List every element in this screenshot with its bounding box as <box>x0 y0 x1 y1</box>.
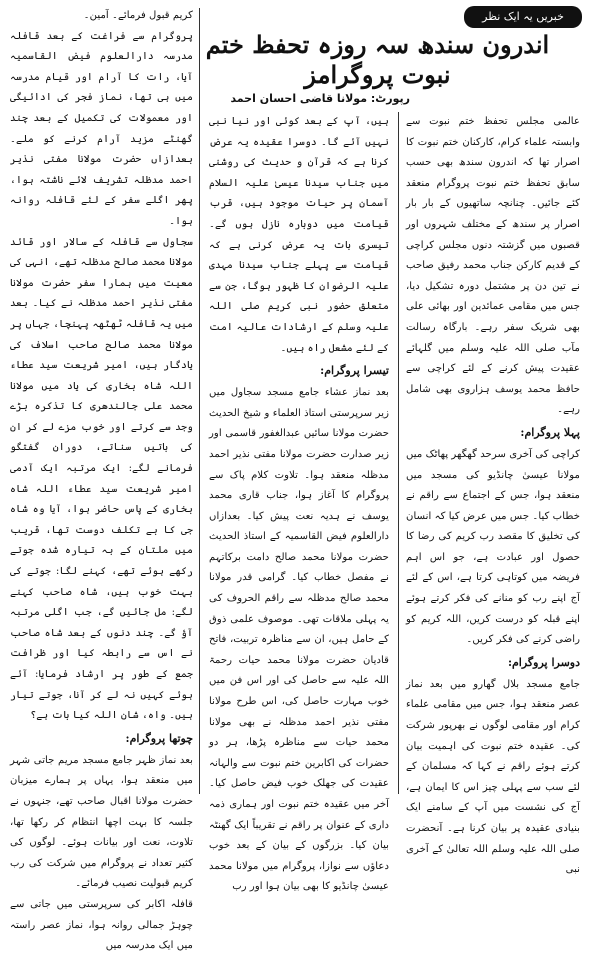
paragraph: بعد نماز ظہر جامع مسجد مریم جاتی شہر میں منعقد ہوا، یہاں پر ہمارے میزبان حضرت مولانا اقبال صاحب تھے، جنہوں نے جلسہ کا بہت اچھا انتظام کر رکھا تھا، تلاوت، نعت اور بیانات ہوئے۔ لوگوں کی کثیر تعداد نے پروگرام میں شرکت کی رب کریم قبولیت نصیب فرمائے۔ <box>10 754 193 890</box>
section-tag: خبریں یہ ایک نظر <box>464 6 582 28</box>
column-divider <box>199 8 200 794</box>
paragraph: عالمی مجلس تحفظ ختم نبوت سے وابستہ علماء کرام، کارکنان ختم نبوت کا اصرار تھا کہ اندرون سندھ بھی حسب سابق تحفظ ختم نبوت پروگرام منعقد کئے جائیں۔ چنانچہ ساتھیوں کے بار بار اصرار پر سندھ کے مختلف شہروں اور قصبوں میں گزشتہ دنوں مجلس کراچی کے قدیم کارکن جناب محمد رفیق صاحب نے تین دن پر مشتمل دورہ تشکیل دیا، جس میں مقامی عمائدین اور بھائی علی بھی شریک سفر رہے۔ بارگاہ رسالت مآب صلی اللہ علیہ وسلم میں گلہائے عقیدت پیش کرنے کے لئے کراچی سے حافظ محمد یوسف ہزاروی بھی شامل رہے۔ <box>406 116 580 416</box>
paragraph: کریم قبول فرمائے۔ آمین۔ <box>83 10 193 21</box>
article-column-right <box>406 112 580 876</box>
section-heading: چوتھا پروگرام: <box>125 731 193 745</box>
section-heading: دوسرا پروگرام: <box>507 655 580 669</box>
article-byline: رپورٹ: مولانا قاضی احسان احمد <box>230 92 410 105</box>
paragraph: قافلہ اکابر کی سرپرستی میں جاتی سے چوہڑ جمالی روانہ ہوا، نماز عصر راستہ میں ایک مدرسہ میں <box>10 898 193 952</box>
paragraph: جامع مسجد بلال گھارو میں بعد نماز عصر منعقد ہوا، جس میں مقامی علماء کرام اور مقامی لوگوں نے بھرپور شرکت کی۔ عقیدہ ختم نبوت کی اہمیت بیان کرتے ہوئے راقم نے کہا کہ مسلمان کے لئے سب سے پہلی چیز اس کا ایمان ہے، آج کی نشست میں آپ کے سامنے ایک بنیادی عقیدہ پر بیان کرنا ہے۔ آنحضرت صلی اللہ علیہ وسلم اللہ تعالیٰ کے آخری نبی <box>406 678 580 876</box>
section-heading: تیسرا پروگرام: <box>320 364 389 378</box>
paragraph: کراچی کی آخری سرحد گھگھر پھاٹک میں مولانا عیسیٰ چانڈیو کی مسجد میں منعقد ہوا، جس کے اجتماع سے راقم نے خطاب کیا۔ جس میں عرض کیا کہ انسان کی تخلیق کا مقصد رب کریم کی رضا کا حصول اور عبادت ہے، جو اس اہم فریضہ میں کوتاہی کرتا ہے، اس کے لئے آج اپنے رب کو منانے کی فکر کرتے ہوئے اپنے قبلہ کو درست کریں، اللہ کریم کو راضی کرنے کی فکر کریں۔ <box>406 448 580 646</box>
paragraph: پروگرام سے فراغت کے بعد قافلہ مدرسہ دارالعلوم فیض القاسمیہ آیا، رات کا آرام اور قیام مدرسہ میں ہی تھا، نماز فجر کی ادائیگی اور معمولات کی تکمیل کے بعد چند گھنٹے مزید آرام کرنے کو ملے۔ بعدازاں حضرت مولانا مفتی نذیر احمد مدظلہ تشریف لائے ناشتہ ہوا، پھر اگلے سفر کے لئے قافلہ روانہ ہوا۔ <box>10 30 193 227</box>
paragraph: سجاول سے قافلہ کے سالار اور قائد مولانا محمد صالح مدظلہ تھے، انہی کی معیت میں ہمارا سفر حضرت مولانا مفتی نذیر احمد مدظلہ نے کیا۔ بعد میں یہ قافلہ ٹھٹھہ پہنچا، جہاں پر مولانا محمد صالح صاحب اسلاف کی یادگار ہیں، امیر شریعت سید عطاء اللہ شاہ بخاری کی یاد میں مولانا محمد علی جالندھری کا تذکرہ بڑے وجد سے کرتے اور خوب مزے لے کر ان کی باتیں سناتے، دوران گفتگو فرمانے لگے: ایک مرتبہ ایک آدمی امیر شریعت سید عطاء اللہ شاہ بخاری کے پاس حاضر ہوا، آیا وہ شاہ جی کا بے تکلف دوست تھا، قریب میں ملتان کے بہ تیارہ شدہ جوتے رکھے ہوئے تھے، کہنے لگا: جوتے کی بہت خوب ہیں، شاہ صاحب کہنے لگے: مل جائیں گے، جب اگلی مرتبہ آؤ گے۔ چند دنوں کے بعد شاہ صاحب نے اس سے رابطہ کیا اور ظرافت جمع کے طور پر ارشاد فرمایا: آئے ہوئے کہیں نہ لے کر آنا، جوتے تیار ہیں۔ واہ، شان اللہ کیا بات ہے؟ <box>10 236 193 722</box>
paragraph: ہیں، آپ کے بعد کوئی اور نیا نبی نہیں آئے گا۔ دوسرا عقیدہ یہ عرض کرنا ہے کہ قرآن و حدیث کی روشنی میں جناب سیدنا عیسیٰ علیہ السلام آسمان پر حیات موجود ہیں، قرب قیامت میں دوبارہ نازل ہوں گے۔ تیسری بات یہ عرض کرنی ہے کہ قیامت سے پہلے جناب سیدنا مہدی علیہ الرضوان کا ظہور ہوگا، جن سے متعلق حضور نبی کریم صلی اللہ علیہ وسلم کے ارشادات عالیہ امت کے لئے مشعل راہ ہیں۔ <box>209 116 389 354</box>
article-column-middle <box>209 112 389 893</box>
article-headline: اندرون سندھ سہ روزہ تحفظ ختم نبوت پروگرامز <box>205 30 550 89</box>
article-column-left <box>10 6 193 952</box>
section-heading: پہلا پروگرام: <box>520 425 580 439</box>
paragraph: بعد نماز عشاء جامع مسجد سجاول میں زیر سرپرستی استاذ العلماء و شیخ الحدیث حضرت مولانا سائیں عبدالغفور قاسمی اور زیر صدارت حضرت مولانا مفتی نذیر احمد مدظلہ منعقد ہوا۔ تلاوت کلام پاک سے پروگرام کا آغاز ہوا، جناب قاری محمد یوسف نے ہدیہ نعت پیش کیا۔ بعدازاں دارالعلوم فیض القاسمیہ کے استاذ الحدیث حضرت مولانا محمد صالح دامت برکاتہم نے مفصل خطاب کیا۔ گرامی قدر مولانا محمد صالح مدظلہ سے راقم الحروف کی یہ پہلی ملاقات تھی۔ موصوف علمی ذوق کے حامل ہیں، ان سے مناظرہ تربیت، فاتح قادیان حضرت مولانا محمد حیات رحمۃ اللہ علیہ سے حاصل کی اور اس فن میں خوب مہارت حاصل کی، اس طرح مولانا مفتی نذیر احمد مدظلہ نے بھی مولانا محمد حیات سے مناظرہ پڑھا، ہر دو حضرات کی اکابرین ختم نبوت سے والہانہ عقیدت کی جھلک خوب فیض حاصل کیا۔ آخر میں عقیدہ ختم نبوت اور ہماری ذمہ داری کے عنوان پر راقم نے تقریباً ایک گھنٹہ بیان کیا۔ بزرگوں کے بیان کے بعد خوب دعاؤں سے نوازا، پروگرام میں مولانا محمد عیسیٰ چانڈیو کا بھی بیان ہوا اور رب <box>209 387 389 893</box>
column-divider <box>398 112 399 794</box>
